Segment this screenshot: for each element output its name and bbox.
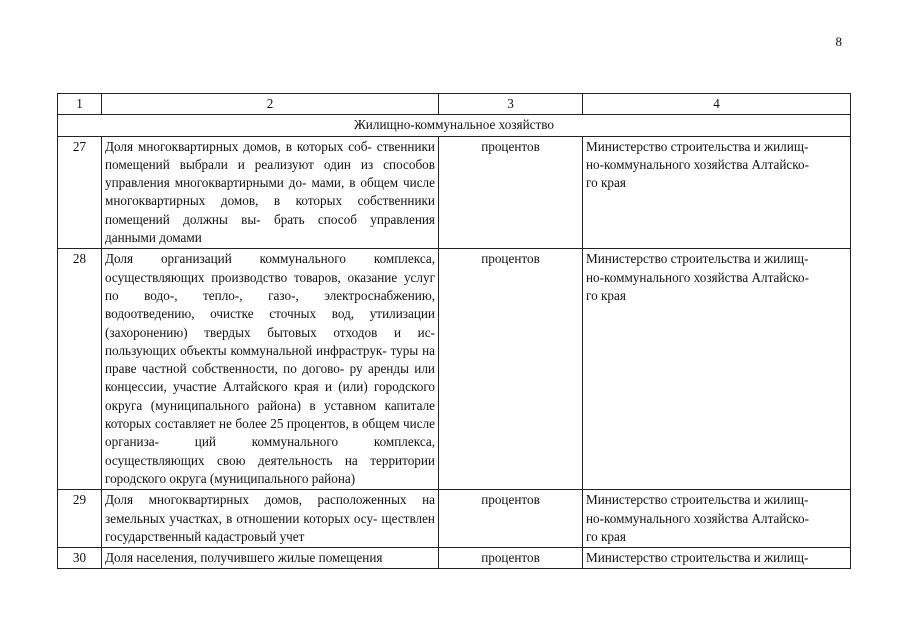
organization-line: Министерство строительства и жилищ- — [586, 251, 809, 267]
section-title: Жилищно-коммунальное хозяйство — [58, 115, 851, 136]
organization-line: Министерство строительства и жилищ- — [586, 550, 809, 566]
indicator-description: Доля многоквартирных домов, расположенных на земельных участках, в отношении которых осу- ществлен государственный кадастровый учет — [102, 490, 439, 548]
responsible-organization — [583, 136, 851, 249]
table-row — [58, 548, 851, 569]
header-col-2: 2 — [102, 94, 439, 115]
table-body — [58, 136, 851, 569]
organization-line: Министерство строительства и жилищ- — [586, 138, 809, 154]
organization-line: го края — [586, 528, 626, 544]
organization-line: Министерство строительства и жилищ- — [586, 492, 809, 508]
page-number: 8 — [835, 34, 842, 49]
row-number: 29 — [58, 490, 102, 548]
table-row — [58, 136, 851, 249]
table-row — [58, 490, 851, 548]
header-col-4: 4 — [583, 94, 851, 115]
organization-line: го края — [586, 175, 626, 191]
header-col-3: 3 — [439, 94, 583, 115]
organization-line: но-коммунального хозяйства Алтайско- — [586, 269, 810, 285]
section-row — [58, 115, 851, 136]
indicators-table — [57, 93, 851, 569]
unit-of-measure: процентов — [439, 490, 583, 548]
table-header-row — [58, 94, 851, 115]
organization-line: го края — [586, 287, 626, 303]
unit-of-measure: процентов — [439, 249, 583, 490]
unit-of-measure: процентов — [439, 136, 583, 249]
unit-of-measure: процентов — [439, 548, 583, 569]
organization-line: но-коммунального хозяйства Алтайско- — [586, 510, 810, 526]
row-number: 28 — [58, 249, 102, 490]
row-number: 27 — [58, 136, 102, 249]
indicator-description: Доля населения, получившего жилые помещения — [102, 548, 439, 569]
indicator-description: Доля организаций коммунального комплекса, осуществляющих производство товаров, оказание услуг по водо-, тепло-, газо-, электроснабжению, водоотведению, очистке сточных вод, утилизации (захоронению) твердых бытовых отходов и ис- пользующих объекты коммунальной инфраструк- туры на праве частной собственности, по догово- ру аренды или концессии, участие Алтайского края и (или) городского округа (муниципального района) в уставном капитале которых составляет не более 25 процентов, в общем числе организа- ций коммунального комплекса, осуществляющих свою деятельность на территории городского округа (муниципального района) — [102, 249, 439, 490]
responsible-organization — [583, 249, 851, 490]
indicator-description: Доля многоквартирных домов, в которых соб- ственники помещений выбрали и реализуют один из способов управления многоквартирными до- мами, в общем числе многоквартирных домов, в которых собственники помещений должны вы- брать способ управления данными домами — [102, 136, 439, 249]
responsible-organization — [583, 490, 851, 548]
header-col-1: 1 — [58, 94, 102, 115]
organization-line: но-коммунального хозяйства Алтайско- — [586, 156, 810, 172]
table-row — [58, 249, 851, 490]
row-number: 30 — [58, 548, 102, 569]
responsible-organization — [583, 548, 851, 569]
